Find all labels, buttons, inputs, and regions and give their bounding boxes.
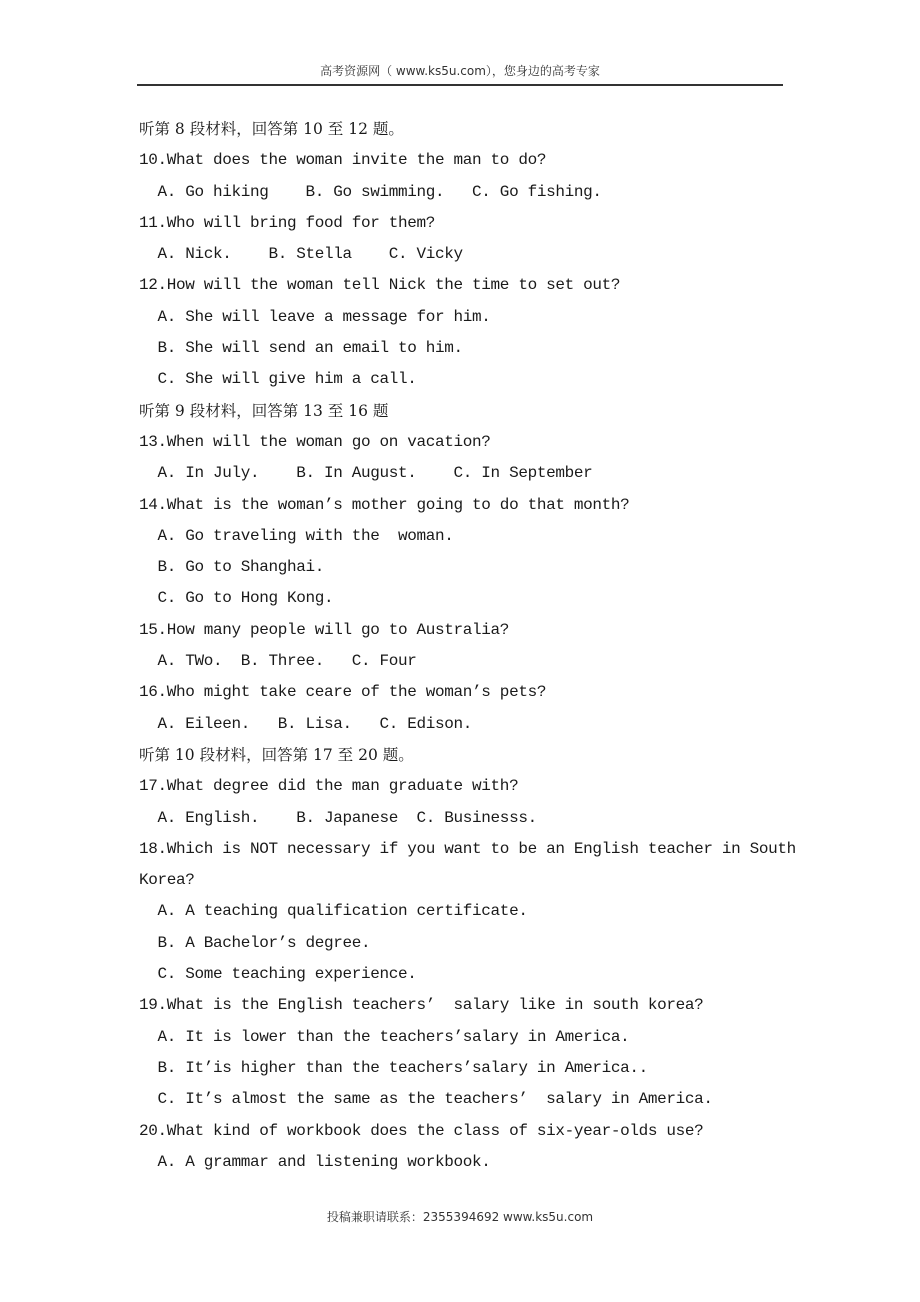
question-13-options: A. In July. B. In August. C. In September	[139, 464, 593, 483]
question-19-option-b: B. It’is higher than the teachers’salary in America..	[139, 1058, 648, 1077]
question-18-option-a: A. A teaching qualification certificate.	[139, 902, 528, 921]
question-10: 10.What does the woman invite the man to do?	[139, 151, 547, 170]
question-19-option-a: A. It is lower than the teachers’salary in America.	[139, 1027, 630, 1046]
question-16: 16.Who might take ceare of the woman’s pets?	[139, 683, 547, 702]
question-12-option-a: A. She will leave a message for him.	[139, 307, 491, 326]
document-body	[139, 114, 796, 1178]
question-15: 15.How many people will go to Australia?	[139, 620, 510, 639]
question-14-option-c: C. Go to Hong Kong.	[139, 589, 334, 608]
question-10-options: A. Go hiking B. Go swimming. C. Go fishing.	[139, 182, 602, 201]
question-11: 11.Who will bring food for them?	[139, 213, 436, 232]
question-12-option-b: B. She will send an email to him.	[139, 339, 463, 358]
question-18: 18.Which is NOT necessary if you want to be an English teacher in South	[139, 839, 796, 858]
section-heading-8: 听第 8 段材料，回答第 10 至 12 题。	[139, 120, 404, 138]
question-18-option-c: C. Some teaching experience.	[139, 965, 417, 984]
question-15-options: A. TWo. B. Three. C. Four	[139, 652, 417, 671]
question-14-option-a: A. Go traveling with the woman.	[139, 526, 454, 545]
question-19-option-c: C. It’s almost the same as the teachers’ salary in America.	[139, 1090, 713, 1109]
page-header: 高考资源网（ www.ks5u.com），您身边的高考专家	[320, 64, 600, 78]
header-divider	[137, 84, 783, 86]
question-18-option-b: B. A Bachelor’s degree.	[139, 933, 371, 952]
section-heading-10: 听第 10 段材料，回答第 17 至 20 题。	[139, 745, 414, 764]
question-14: 14.What is the woman’s mother going to do that month?	[139, 495, 630, 514]
question-13: 13.When will the woman go on vacation?	[139, 432, 491, 451]
question-16-options: A. Eileen. B. Lisa. C. Edison.	[139, 714, 473, 733]
question-18-continued: Korea?	[139, 871, 195, 890]
question-17-options: A. English. B. Japanese C. Businesss.	[139, 808, 537, 827]
question-14-option-b: B. Go to Shanghai.	[139, 558, 325, 577]
question-11-options: A. Nick. B. Stella C. Vicky	[139, 245, 463, 264]
question-20: 20.What kind of workbook does the class of six-year-olds use?	[139, 1121, 704, 1140]
question-17: 17.What degree did the man graduate with?	[139, 777, 519, 796]
question-20-option-a: A. A grammar and listening workbook.	[139, 1152, 491, 1171]
question-12-option-c: C. She will give him a call.	[139, 370, 417, 389]
section-heading-9: 听第 9 段材料，回答第 13 至 16 题	[139, 401, 389, 420]
page-footer: 投稿兼职请联系：2355394692 www.ks5u.com	[326, 1210, 594, 1224]
question-19: 19.What is the English teachers’ salary like in south korea?	[139, 996, 704, 1015]
question-12: 12.How will the woman tell Nick the time to set out?	[139, 276, 621, 295]
